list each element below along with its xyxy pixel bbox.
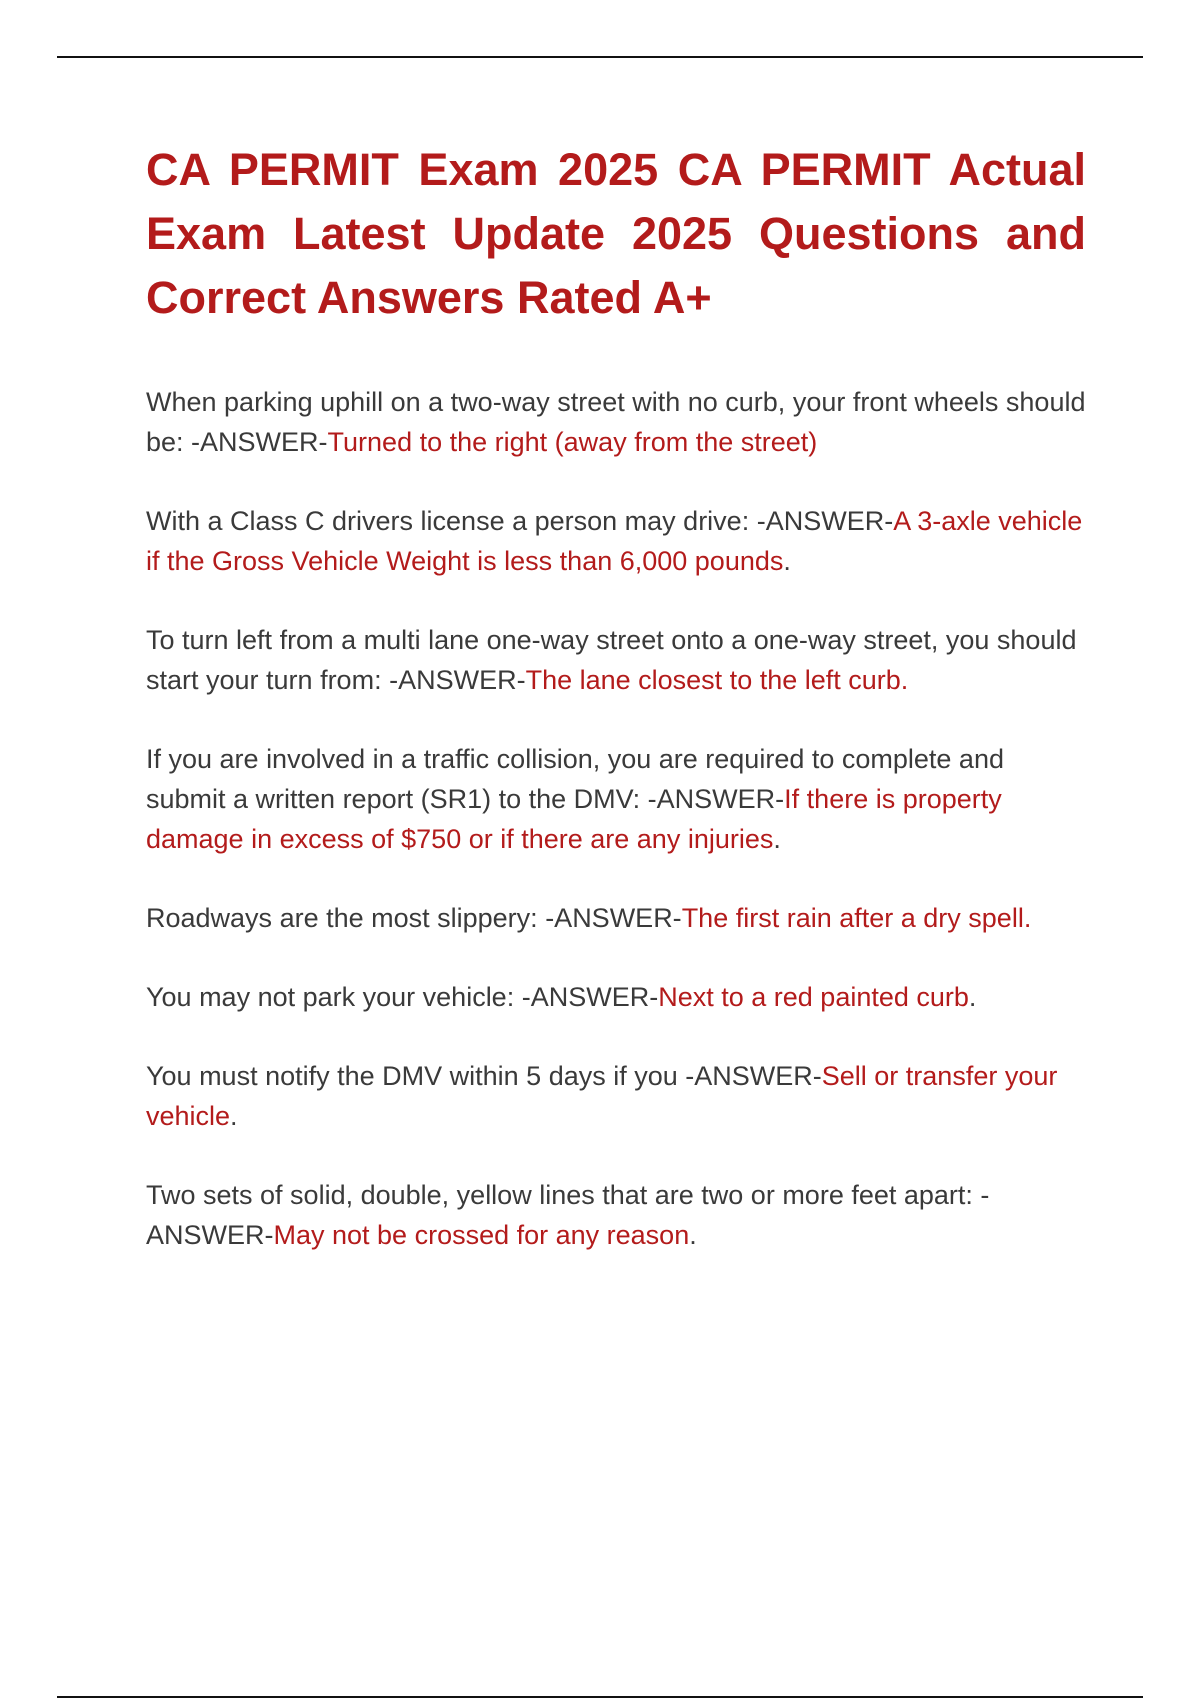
document-body xyxy=(146,138,1086,1294)
question-text: Two sets of solid, double, yellow lines that are two or more feet apart: xyxy=(146,1180,981,1210)
question-text: To turn left from a multi lane one-way street onto a one-way street, you should start your turn from: xyxy=(146,625,1077,695)
question-text: You may not park your vehicle: xyxy=(146,982,522,1012)
qa-item xyxy=(146,739,1086,859)
answer-marker: -ANSWER- xyxy=(685,1061,822,1091)
qa-item xyxy=(146,620,1086,700)
answer-trailing: . xyxy=(689,1220,697,1250)
top-rule xyxy=(57,56,1143,58)
answer-marker: -ANSWER- xyxy=(545,903,682,933)
bottom-rule xyxy=(57,1696,1143,1698)
answer-trailing: . xyxy=(968,982,977,1012)
answer-text: The lane closest to the left curb. xyxy=(525,665,909,695)
answer-trailing: . xyxy=(230,1101,238,1131)
qa-item xyxy=(146,1056,1086,1136)
answer-trailing: . xyxy=(773,824,781,854)
answer-text: The first rain after a dry spell. xyxy=(681,903,1032,933)
answer-marker: -ANSWER- xyxy=(191,427,328,457)
qa-item xyxy=(146,382,1086,462)
answer-marker: -ANSWER- xyxy=(647,784,785,814)
qa-item xyxy=(146,898,1086,938)
qa-list xyxy=(146,382,1086,1255)
answer-text: Sell or transfer your vehicle xyxy=(146,1061,1058,1131)
question-text: If you are involved in a traffic collision, you are required to complete and submit a written report (SR1) to the DMV: xyxy=(146,744,1004,814)
answer-marker: -ANSWER- xyxy=(389,665,526,695)
question-text: You must notify the DMV within 5 days if you xyxy=(146,1061,686,1091)
question-text: When parking uphill on a two-way street with no curb, your front wheels should be: xyxy=(146,387,1086,457)
document-title: CA PERMIT Exam 2025 CA PERMIT Actual Exam Latest Update 2025 Questions and Correct Answers Rated A+ xyxy=(146,144,1086,323)
answer-marker: -ANSWER- xyxy=(521,982,659,1012)
qa-item xyxy=(146,501,1086,581)
answer-text: A 3-axle vehicle if the Gross Vehicle Weight is less than 6,000 pounds xyxy=(146,506,1083,576)
answer-text: If there is property damage in excess of $750 or if there are any injuries xyxy=(146,784,1002,854)
answer-marker: -ANSWER- xyxy=(756,506,894,536)
qa-item xyxy=(146,977,1086,1017)
answer-text: Next to a red painted curb xyxy=(658,982,969,1012)
answer-marker: -ANSWER- xyxy=(146,1180,990,1250)
answer-trailing: . xyxy=(783,546,791,576)
answer-text: Turned to the right (away from the street) xyxy=(327,427,818,457)
qa-item xyxy=(146,1175,1086,1255)
answer-text: May not be crossed for any reason xyxy=(273,1220,690,1250)
question-text: Roadways are the most slippery: xyxy=(146,903,546,933)
question-text: With a Class C drivers license a person may drive: xyxy=(146,506,757,536)
